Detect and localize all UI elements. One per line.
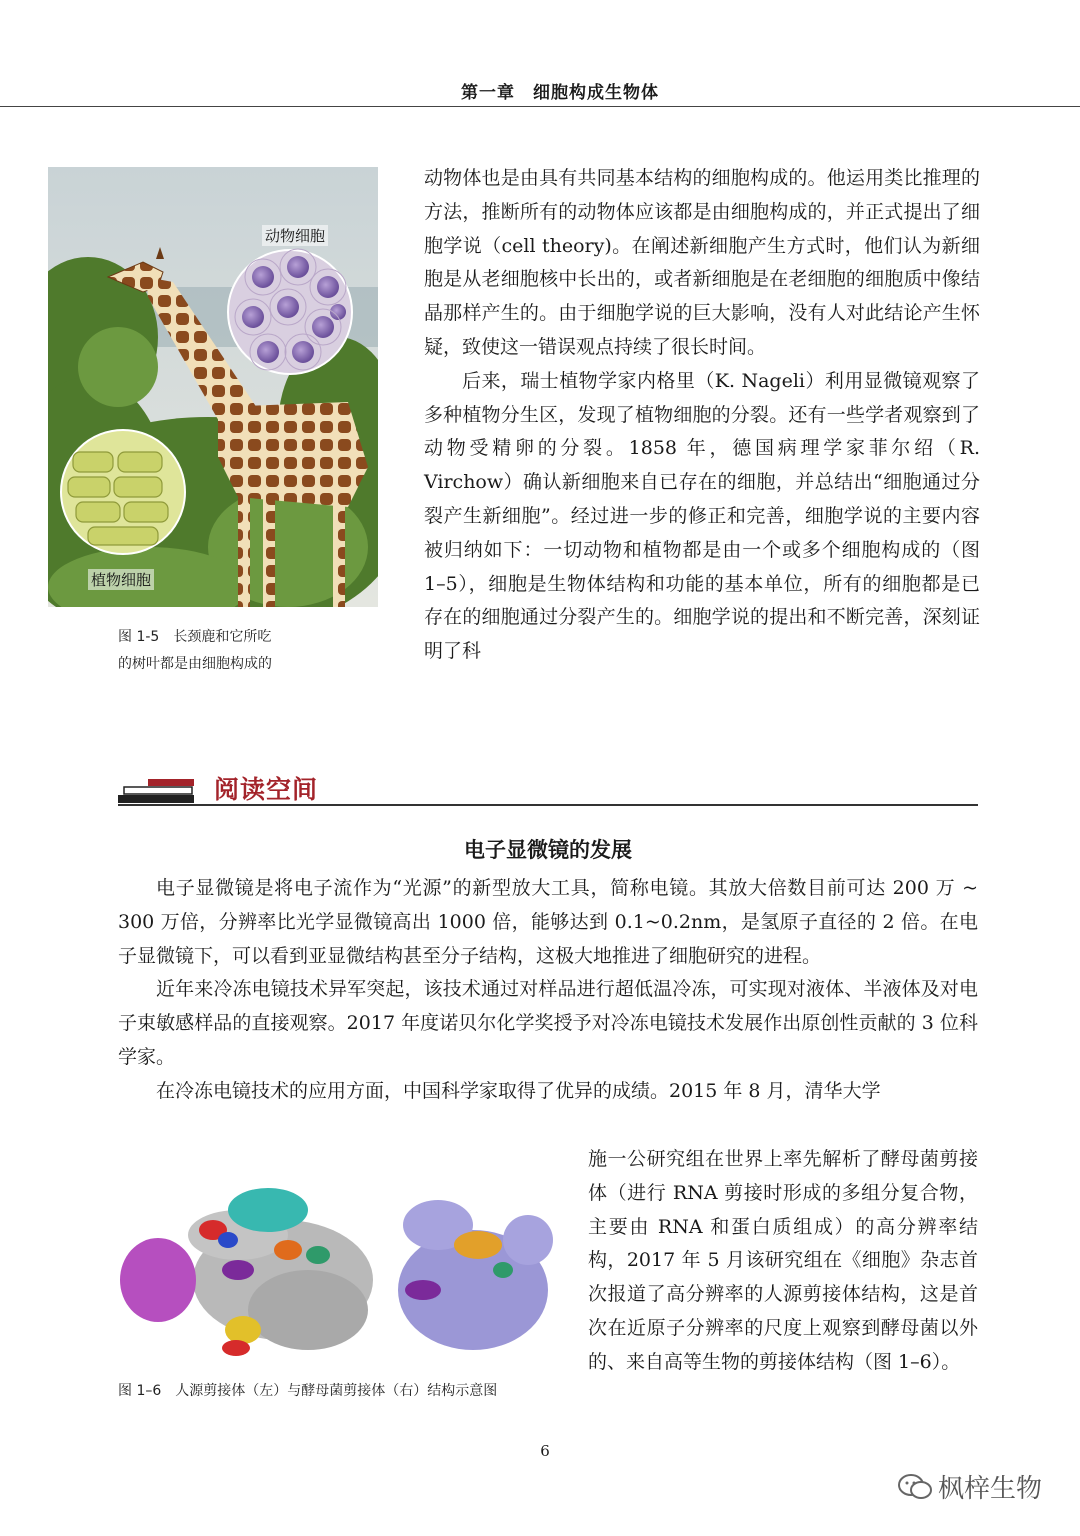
paragraph: 近年来冷冻电镜技术异军突起，该技术通过对样品进行超低温冷冻，可实现对液体、半液体及对电子束敏感样品的直接观察。2017 年度诺贝尔化学奖授予对冷冻电镜技术发展作出原创性贡献的 3 位科学家。: [118, 978, 978, 1068]
yeast-spliceosome: [398, 1200, 553, 1350]
giraffe-illustration: [48, 167, 378, 607]
animal-cell-label: 动物细胞: [262, 225, 328, 246]
reading-space-heading: 阅读空间: [214, 775, 319, 804]
running-header: 第一章 细胞构成生物体: [461, 83, 659, 103]
spliceosome-figure: [118, 1180, 578, 1370]
article-side-column: [588, 1143, 978, 1380]
watermark: [898, 1468, 1042, 1505]
plant-cell-label: 植物细胞: [88, 569, 154, 590]
article-body: [118, 872, 978, 1109]
paragraph: 在冷冻电镜技术的应用方面，中国科学家取得了优异的成绩。2015 年 8 月，清华大学: [156, 1079, 881, 1102]
figure-giraffe: [48, 167, 378, 607]
section-rule: [118, 804, 978, 806]
paragraph: 施一公研究组在世界上率先解析了酵母菌剪接体（进行 RNA 剪接时形成的多组分复合物，主要由 RNA 和蛋白质组成）的高分辨率结构，2017 年 5 月该研究组在《细胞》杂志首次报道了高分辨率的人源剪接体结构，这是首次在近原子分辨率的尺度上观察到酵母菌以外的、来自高等生物的剪接体结构（图 1–6）。: [588, 1148, 978, 1373]
main-text-column: [424, 162, 980, 669]
wechat-icon: [898, 1473, 932, 1501]
header-rule: [0, 106, 1080, 107]
figure-caption-1-6: 图 1–6 人源剪接体（左）与酵母菌剪接体（右）结构示意图: [118, 1383, 498, 1399]
watermark-text: 枫梓生物: [938, 1474, 1043, 1504]
paragraph: 动物体也是由具有共同基本结构的细胞构成的。他运用类比推理的方法，推断所有的动物体应该都是由细胞构成的，并正式提出了细胞学说（cell theory)。在阐述新细胞产生方式时，他们认为新细胞是从老细胞核中长出的，或者新细胞是在老细胞的细胞质中像结晶那样产生的。由于细胞学说的巨大影响，没有人对此结论产生怀疑，致使这一错误观点持续了很长时间。: [424, 167, 980, 358]
paragraph: 电子显微镜是将电子流作为“光源”的新型放大工具，简称电镜。其放大倍数目前可达 200 万 ~ 300 万倍，分辨率比光学显微镜高出 1000 倍，能够达到 0.1~0.2nm，是氢原子直径的 2 倍。在电子显微镜下，可以看到亚显微结构甚至分子结构，这极大地推进了细胞研究的进程。: [118, 877, 978, 967]
page-number: 6: [540, 1442, 550, 1460]
caption-line: 的树叶都是由细胞构成的: [118, 656, 272, 672]
human-spliceosome: [120, 1188, 373, 1356]
figure-caption-1-5: [118, 624, 358, 678]
caption-line: 图 1-5 长颈鹿和它所吃: [118, 629, 272, 645]
article-title: 电子显微镜的发展: [464, 838, 632, 862]
paragraph: 后来，瑞士植物学家内格里（K. Nageli）利用显微镜观察了多种植物分生区，发现了植物细胞的分裂。还有一些学者观察到了动物受精卵的分裂。1858 年，德国病理学家菲尔绍（R. Virchow）确认新细胞来自已存在的细胞，并总结出“细胞通过分裂产生新细胞”。经过进一步的修正和完善，细胞学说的主要内容被归纳如下：一切动物和植物都是由一个或多个细胞构成的（图 1–5），细胞是生物体结构和功能的基本单位，所有的细胞都是已存在的细胞通过分裂产生的。细胞学说的提出和不断完善，深刻证明了科: [424, 369, 980, 663]
book-stack-icon: [118, 778, 198, 804]
